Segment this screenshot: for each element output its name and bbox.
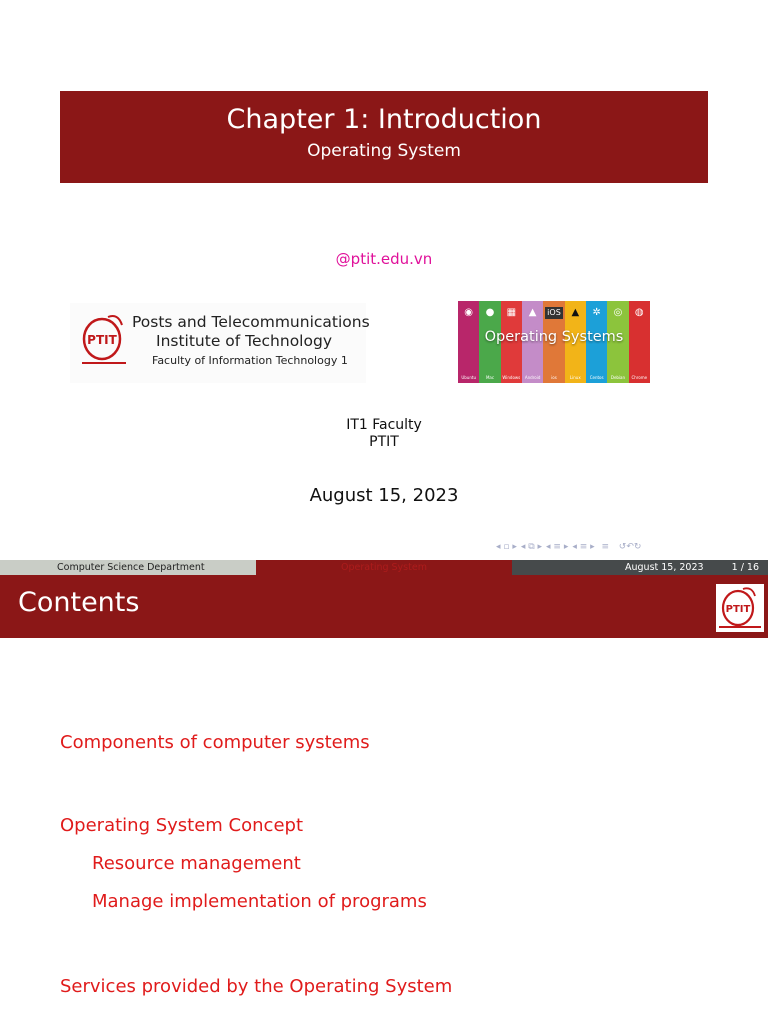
beamer-navigation [496, 540, 768, 554]
os-label: Ubuntu [461, 375, 476, 380]
contents-header [0, 575, 768, 638]
ios-icon: iOS [547, 308, 561, 317]
footer-course: Operating System [256, 560, 512, 575]
toc-subitem-resource-management[interactable]: Resource management [92, 853, 301, 874]
footer-department: Computer Science Department [0, 560, 256, 575]
os-label: Windows [502, 375, 521, 380]
os-label: Debian [610, 375, 626, 380]
linux-penguin-icon: ▲ [571, 307, 580, 318]
nav-section-icon[interactable]: ◂ ≡ ▸ [546, 542, 569, 552]
institute-name-line2: Institute of Technology [156, 332, 332, 350]
debian-icon: ◎ [613, 307, 623, 318]
toc-item-components[interactable]: Components of computer systems [60, 732, 370, 753]
slide-subtitle: Operating System [307, 141, 461, 161]
title-banner [60, 91, 708, 183]
author-faculty: IT1 Faculty [346, 417, 422, 433]
chrome-icon: ◍ [634, 307, 644, 318]
ubuntu-icon: ◉ [464, 307, 474, 318]
presentation-date: August 15, 2023 [309, 485, 459, 506]
faculty-name: Faculty of Information Technology 1 [152, 354, 348, 367]
nav-subsection-icon[interactable]: ◂ ⧉ ▸ [520, 542, 543, 552]
os-label: Linux [569, 375, 581, 380]
contents-title: Contents [18, 587, 140, 618]
slide-title: Chapter 1: Introduction [226, 104, 542, 135]
author-block [0, 417, 768, 451]
ptit-emblem-icon [78, 311, 130, 369]
operating-systems-banner [458, 301, 650, 383]
ptit-institute-logo [70, 303, 370, 383]
footer-page-number: 1 / 16 [731, 562, 759, 573]
centos-icon: ✲ [592, 307, 601, 318]
email-link[interactable]: @ptit.edu.vn [335, 250, 433, 268]
toc-item-os-concept[interactable]: Operating System Concept [60, 815, 303, 836]
contents-slide [0, 575, 768, 1024]
ptit-emblem-text: PTIT [87, 333, 117, 347]
nav-menu-icon[interactable]: ≡ [598, 542, 615, 552]
os-label: Chrome [631, 375, 648, 380]
os-banner-title: Operating Systems [484, 329, 624, 345]
os-label: Android [524, 375, 541, 380]
ptit-logo-icon [716, 584, 764, 632]
apple-icon: ● [485, 307, 495, 318]
os-label: ios [551, 375, 557, 380]
footer-date: August 15, 2023 [625, 562, 704, 573]
nav-section2-icon[interactable]: ◂ ≡ ▸ [572, 542, 595, 552]
os-label: Centos [589, 375, 604, 380]
nav-prev-frame-icon[interactable]: ◂ ▫ ▸ [496, 542, 517, 552]
android-icon: ▲ [528, 307, 537, 318]
footer-info [512, 560, 768, 575]
toc-item-os-services[interactable]: Services provided by the Operating System [60, 976, 453, 997]
nav-search-icon[interactable]: ↺↶↻ [618, 542, 642, 552]
institute-name-line1: Posts and Telecommunications [132, 313, 370, 331]
windows-icon: ▦ [506, 307, 517, 318]
slide-footer [0, 560, 768, 575]
toc-subitem-program-execution[interactable]: Manage implementation of programs [92, 891, 427, 912]
author-institution: PTIT [369, 434, 399, 450]
os-label: Mac [485, 375, 495, 380]
ptit-logo-text: PTIT [725, 604, 751, 615]
